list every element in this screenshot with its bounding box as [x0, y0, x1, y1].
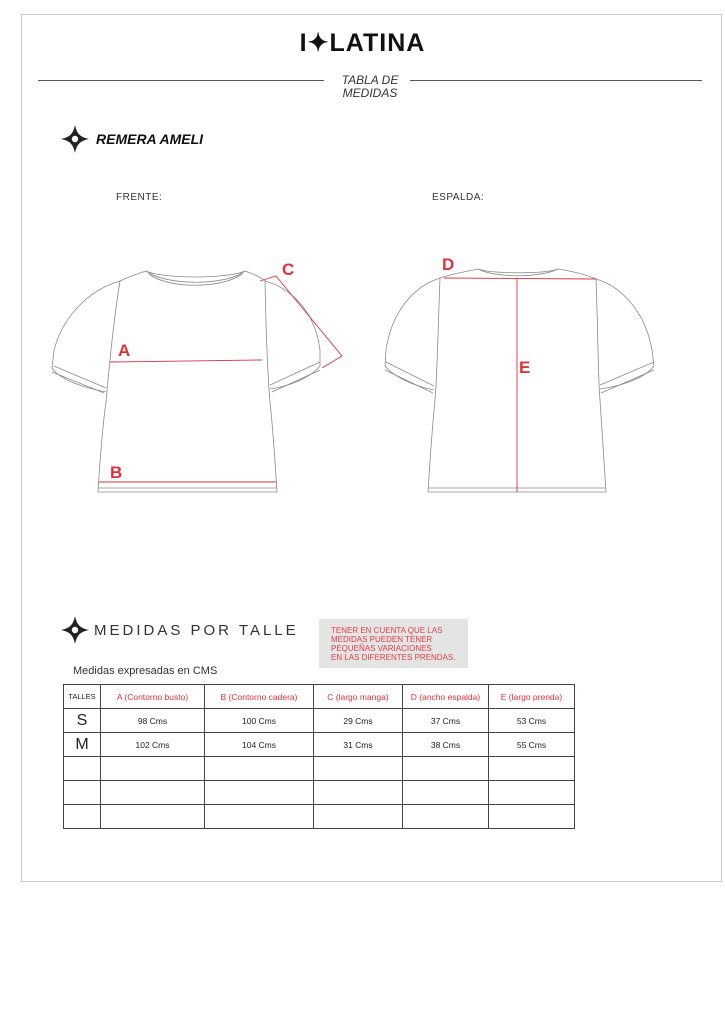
note-line: MEDIDAS PUEDEN TENER	[331, 635, 433, 644]
table-cell: 55 Cms	[489, 733, 575, 757]
brand-logo: I✦LATINA	[299, 29, 426, 57]
header-c: C (largo manga)	[314, 685, 403, 709]
marker-e: E	[519, 358, 531, 377]
variation-note	[319, 619, 468, 668]
table-row-empty	[64, 805, 575, 829]
note-line: EN LAS DIFERENTES PRENDAS.	[331, 653, 456, 662]
note-line: TENER EN CUENTA QUE LAS	[331, 626, 443, 635]
header-d: D (ancho espalda)	[403, 685, 489, 709]
measure-line-c	[260, 276, 342, 368]
back-garment-drawing	[385, 269, 654, 492]
marker-c: C	[282, 260, 295, 279]
units-note: Medidas expresadas en CMS	[73, 665, 218, 677]
size-table	[63, 684, 575, 829]
marker-a: A	[118, 341, 131, 360]
front-garment-drawing	[52, 271, 320, 492]
table-cell: 102 Cms	[101, 733, 205, 757]
table-row	[64, 733, 575, 757]
header-talles: TALLES	[64, 685, 101, 709]
subtitle-line-1: TABLA DE	[341, 73, 399, 87]
front-measure-lines	[99, 276, 342, 482]
table-header-row	[64, 685, 575, 709]
product-name: REMERA AMELI	[96, 131, 204, 147]
header-a: A (Contorno busto)	[101, 685, 205, 709]
header-b: B (Contorno cadera)	[205, 685, 314, 709]
table-cell: 31 Cms	[314, 733, 403, 757]
table-cell: 53 Cms	[489, 709, 575, 733]
marker-d: D	[442, 255, 455, 274]
subtitle-line-2: MEDIDAS	[342, 86, 398, 100]
measure-line-d	[444, 278, 596, 279]
back-measure-lines	[444, 278, 596, 492]
front-view-label: FRENTE:	[116, 192, 163, 203]
table-row-empty	[64, 757, 575, 781]
measure-line-a	[110, 360, 262, 362]
table-row	[64, 709, 575, 733]
table-cell: 98 Cms	[101, 709, 205, 733]
size-label: M	[64, 733, 101, 757]
table-cell: 100 Cms	[205, 709, 314, 733]
table-cell: 38 Cms	[403, 733, 489, 757]
table-row-empty	[64, 781, 575, 805]
table-cell: 29 Cms	[314, 709, 403, 733]
table-cell: 104 Cms	[205, 733, 314, 757]
marker-b: B	[110, 463, 123, 482]
section-title: MEDIDAS POR TALLE	[94, 622, 299, 639]
header-e: E (largo prenda)	[489, 685, 575, 709]
back-view-label: ESPALDA:	[432, 192, 485, 203]
table-cell: 37 Cms	[403, 709, 489, 733]
note-line: PEQUEÑAS VARIACIONES	[331, 644, 432, 653]
size-label: S	[64, 709, 101, 733]
four-point-star-icon	[60, 615, 90, 645]
